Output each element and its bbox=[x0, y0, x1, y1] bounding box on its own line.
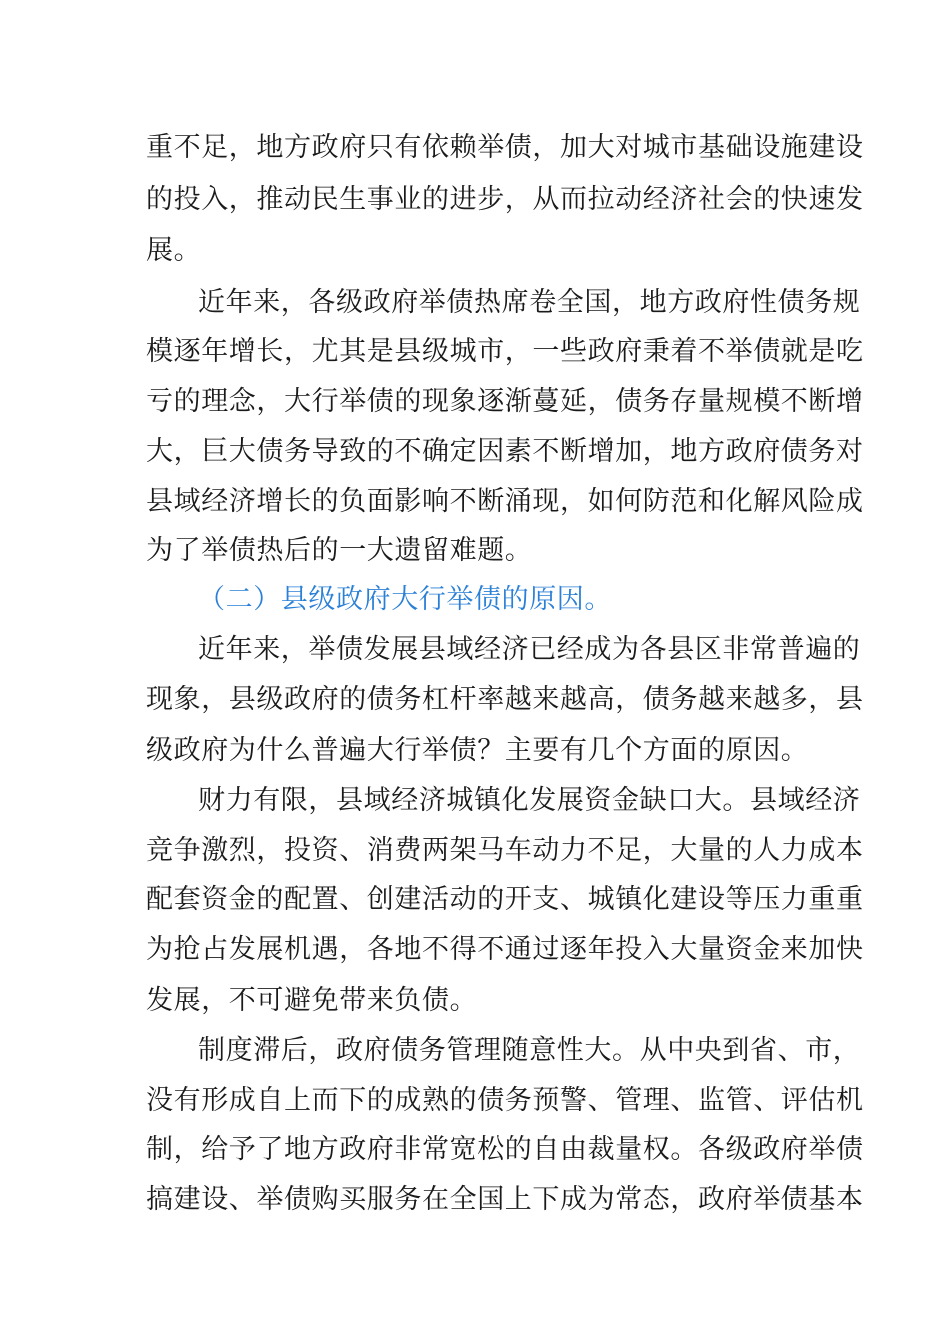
paragraph-line: 没有形成自上而下的成熟的债务预警、管理、监管、评估机 bbox=[146, 1085, 864, 1116]
paragraph-line: 发展，不可避免带来负债。 bbox=[146, 985, 478, 1016]
paragraph-line: 近年来，各级政府举债热席卷全国，地方政府性债务规 bbox=[198, 287, 861, 318]
section-heading: （二）县级政府大行举债的原因。 bbox=[198, 584, 612, 615]
paragraph-line: 现象，县级政府的债务杠杆率越来越高，债务越来越多，县 bbox=[146, 684, 864, 715]
paragraph-line: 近年来，举债发展县域经济已经成为各县区非常普遍的 bbox=[198, 634, 861, 665]
paragraph-line: 竞争激烈，投资、消费两架马车动力不足，大量的人力成本 bbox=[146, 835, 864, 866]
paragraph-line: 亏的理念，大行举债的现象逐渐蔓延，债务存量规模不断增 bbox=[146, 386, 864, 417]
paragraph-line: 模逐年增长，尤其是县级城市，一些政府秉着不举债就是吃 bbox=[146, 336, 864, 367]
paragraph-line: 制度滞后，政府债务管理随意性大。从中央到省、市， bbox=[198, 1035, 861, 1066]
paragraph-line: 为抢占发展机遇，各地不得不通过逐年投入大量资金来加快 bbox=[146, 934, 864, 965]
paragraph-line: 展。 bbox=[146, 235, 202, 266]
paragraph-line: 财力有限，县域经济城镇化发展资金缺口大。县域经济 bbox=[198, 785, 861, 816]
paragraph-line: 县域经济增长的负面影响不断涌现，如何防范和化解风险成 bbox=[146, 486, 864, 517]
paragraph-line: 重不足，地方政府只有依赖举债，加大对城市基础设施建设 bbox=[146, 132, 864, 163]
paragraph-line: 的投入，推动民生事业的进步，从而拉动经济社会的快速发 bbox=[146, 184, 864, 215]
paragraph-line: 级政府为什么普遍大行举债？主要有几个方面的原因。 bbox=[146, 735, 809, 766]
paragraph-line: 搞建设、举债购买服务在全国上下成为常态，政府举债基本 bbox=[146, 1184, 864, 1215]
paragraph-line: 大，巨大债务导致的不确定因素不断增加，地方政府债务对 bbox=[146, 436, 864, 467]
paragraph-line: 为了举债热后的一大遗留难题。 bbox=[146, 535, 533, 566]
paragraph-line: 配套资金的配置、创建活动的开支、城镇化建设等压力重重 bbox=[146, 884, 864, 915]
paragraph-line: 制，给予了地方政府非常宽松的自由裁量权。各级政府举债 bbox=[146, 1134, 864, 1165]
